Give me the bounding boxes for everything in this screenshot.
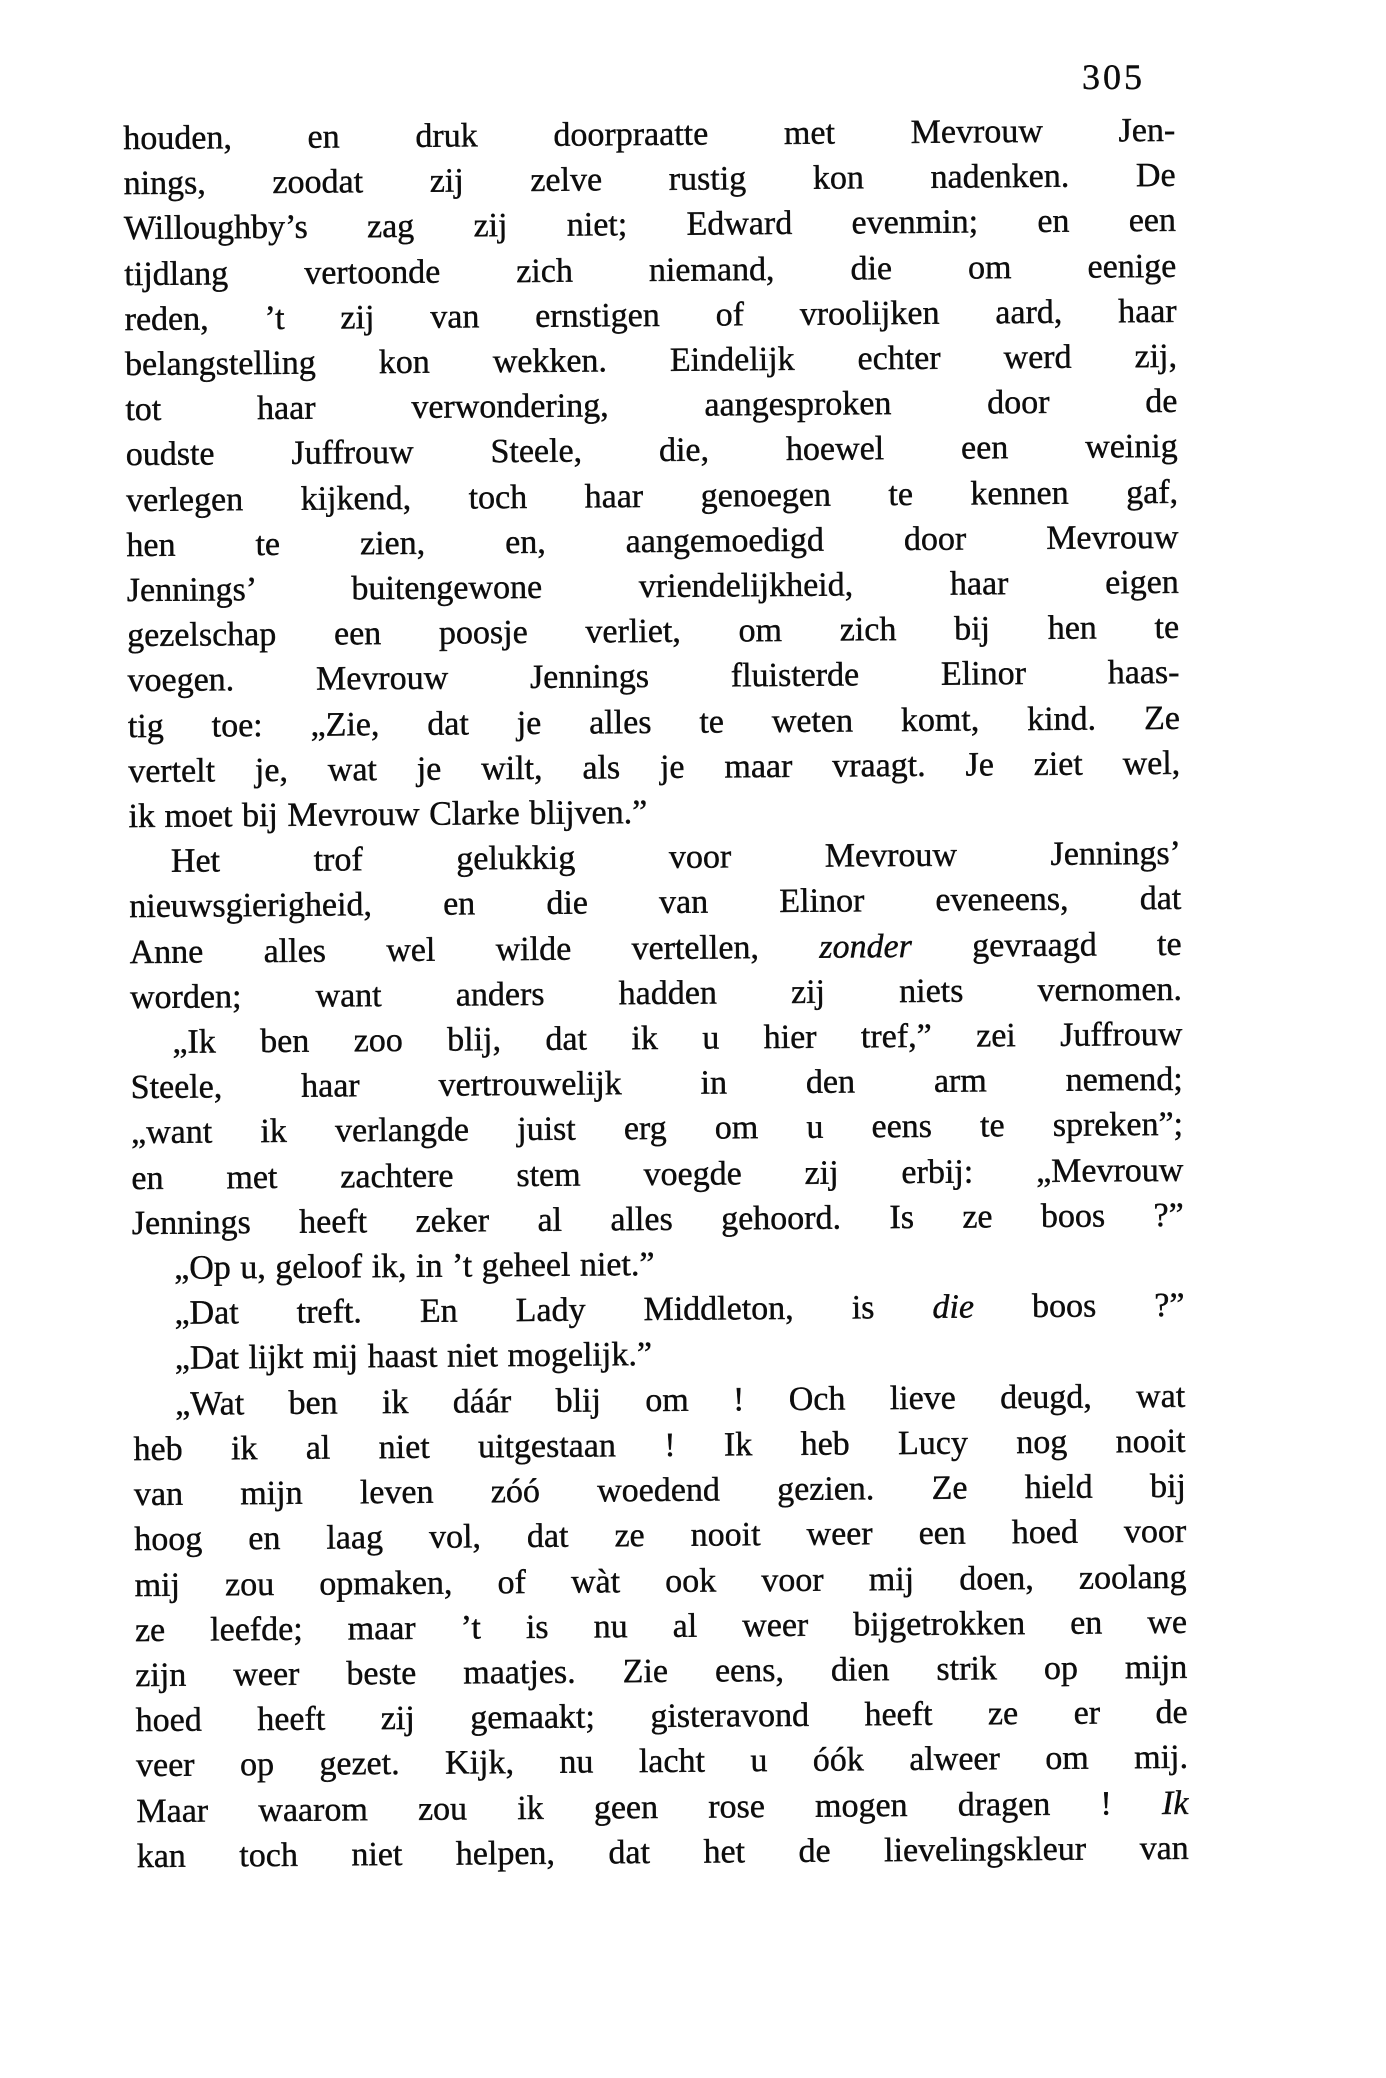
text-segment: Anne alles wel wilde vertellen, [129,928,820,971]
text-segment: „Op u, geloof ik, in ’t geheel niet.” [173,1246,655,1287]
text-line [127,560,1179,613]
paragraph [123,108,1181,839]
text-segment: heb ik al niet uitgestaan ! Ik heb Lucy nog nooit [133,1422,1186,1469]
paragraph [132,1283,1184,1336]
text-segment: verlegen kijkend, toch haar genoegen te kennen gaf, [125,473,1179,519]
text-segment: veer op gezet. Kijk, nu lacht u óók alweer om mij. [135,1739,1189,1785]
text-segment: „Ik ben zoo blij, dat ik u hier tref,” zei Juffrouw [172,1015,1183,1061]
text-line [132,1193,1184,1246]
text-line [135,1600,1187,1653]
text-segment: Steele, haar vertrouwelijk in den arm nemend; [130,1061,1183,1107]
text-line [124,198,1176,251]
text-segment: boos ?” [973,1287,1185,1326]
text-segment: tig toe: „Zie, dat je alles te weten komt, kind. Ze [127,699,1180,745]
text-segment: Willoughby’s zag zij niet; Edward evenmin; en een [123,202,1177,248]
text-segment: voegen. Mevrouw Jennings fluisterde Elinor haas- [127,654,1180,700]
text-segment: nieuwsgierigheid, en die van Elinor eveneens, dat [129,880,1182,926]
paragraph [133,1374,1189,1879]
text-segment: reden, ’t zij van ernstigen of vroolijken aard, haar [124,292,1177,338]
text-line [127,650,1179,703]
text-segment: belangstelling kon wekken. Eindelijk echter werd zij, [124,337,1178,384]
text-line [129,876,1181,929]
text-segment: hoog en laag vol, dat ze nooit weer een hoed voor [134,1513,1187,1559]
text-line [123,153,1175,206]
text-line [124,244,1176,297]
emphasized-text: die [932,1288,975,1327]
text-line [123,108,1175,161]
text-segment: ze leefde; maar ’t is nu al weer bijgetrokken en we [134,1603,1188,1649]
text-line [137,1826,1189,1879]
text-line [129,922,1181,975]
text-line [135,1645,1187,1698]
text-line [126,470,1178,523]
text-line [128,741,1180,794]
text-segment: vertelt je, wat je wilt, als je maar vraagt. Je ziet wel, [128,744,1181,790]
text-line [128,696,1180,749]
text-line [134,1509,1186,1562]
text-segment: nings, zoodat zij zelve rustig kon nadenken. De [123,157,1176,203]
text-line [131,1057,1183,1110]
text-line [126,424,1178,477]
text-segment: „want ik verlangde juist erg om u eens te spreken”; [130,1106,1184,1152]
text-line [136,1780,1188,1833]
paragraph [130,1012,1184,1246]
text-line [133,1374,1185,1427]
text-line [131,1102,1183,1155]
text-line [136,1735,1188,1788]
text-line [134,1554,1186,1607]
text-segment: ik moet bij Mevrouw Clarke blijven.” [128,794,648,836]
text-segment: en met zachtere stem voegde zij erbij: „Mevrouw [131,1151,1184,1197]
text-line [126,515,1178,568]
text-segment: gevraagd te [911,925,1182,965]
text-segment: worden; want anders hadden zij niets vernomen. [129,970,1183,1016]
text-segment: Jennings heeft zeker al alles gehoord. Is ze boos ?” [131,1196,1184,1242]
text-segment: mij zou opmaken, of wàt ook voor mij doen, zoolang [134,1558,1187,1604]
text-segment: kan toch niet helpen, dat het de lievelingskleur van [136,1829,1189,1875]
emphasized-text: zonder [819,927,913,966]
text-line [131,1148,1183,1201]
text-segment: hoed heeft zij gemaakt; gisteravond heeft ze er de [135,1693,1188,1740]
text-segment: „Wat ben ik dáár blij om ! Och lieve deugd, wat [175,1377,1186,1423]
text-segment: houden, en druk doorpraatte met Mevrouw Jen- [123,111,1176,158]
text-segment: zijn weer beste maatjes. Zie eens, dien strik op mijn [135,1648,1188,1695]
text-segment: Jennings’ buitengewone vriendelijkheid, haar eigen [126,563,1179,610]
text-block [123,108,1189,1879]
text-line [127,605,1179,658]
page-number: 305 [1082,57,1145,97]
text-segment: „Dat treft. En Lady Middleton, is [174,1289,933,1333]
paragraph [129,831,1182,1020]
text-segment: tot haar verwondering, aangesproken door de [125,383,1178,429]
text-segment: Het trof gelukkig voor Mevrouw Jennings’ [170,835,1182,881]
emphasized-text: Ik [1161,1784,1189,1822]
text-line [132,1283,1184,1336]
text-segment: hen te zien, en, aangemoedigd door Mevrouw [126,518,1179,564]
text-segment: van mijn leven zóó woedend gezien. Ze hield bij [133,1467,1187,1514]
text-segment: oudste Juffrouw Steele, die, hoewel een weinig [125,428,1178,474]
text-segment: Maar waarom zou ik geen rose mogen dragen ! [136,1784,1163,1830]
text-segment: gezelschap een poosje verliet, om zich bij hen te [127,609,1180,655]
text-segment: „Dat lijkt mij haast niet mogelijk.” [174,1336,653,1378]
text-segment: tijdlang vertoonde zich niemand, die om eenige [124,247,1177,293]
